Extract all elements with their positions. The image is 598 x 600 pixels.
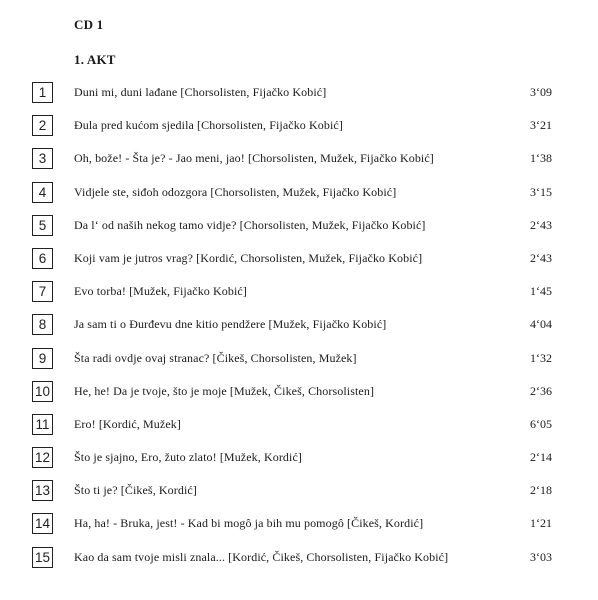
track-number: 6: [32, 248, 53, 269]
track-row: [0, 148, 598, 181]
track-title: He, he! Da je tvoje, što je moje [Mužek, Čikeš, Chorsolisten]: [74, 383, 375, 398]
track-title: Vidjele ste, siđoh odozgora [Chorsolisten, Mužek, Fijačko Kobić]: [74, 184, 397, 199]
track-row: [0, 248, 598, 281]
track-number: 5: [32, 215, 53, 236]
track-title: Što ti je? [Čikeš, Kordić]: [74, 483, 197, 498]
track-row: [0, 547, 598, 580]
track-number: 7: [32, 281, 53, 302]
track-title: Ero! [Kordić, Mužek]: [74, 416, 181, 431]
track-title: Duni mi, duni lađane [Chorsolisten, Fijačko Kobić]: [74, 85, 327, 99]
track-list: [0, 82, 598, 580]
track-number: 10: [32, 381, 53, 402]
track-duration: 1‘38: [530, 151, 552, 166]
track-number: 12: [32, 447, 53, 468]
track-title: Đula pred kućom sjedila [Chorsolisten, Fijačko Kobić]: [74, 118, 343, 133]
track-duration: 3‘03: [530, 549, 552, 564]
track-row: [0, 215, 598, 248]
track-duration: 3‘09: [530, 85, 552, 99]
cd-heading: CD 1: [74, 17, 104, 32]
track-row: [0, 281, 598, 314]
track-title: Oh, bože! - Šta je? - Jao meni, jao! [Chorsolisten, Mužek, Fijačko Kobić]: [74, 151, 434, 166]
track-row: [0, 381, 598, 414]
track-duration: 2‘14: [530, 450, 552, 465]
act-heading: 1. AKT: [74, 52, 116, 67]
track-number: 8: [32, 314, 53, 335]
track-duration: 3‘15: [530, 184, 552, 199]
track-title: Evo torba! [Mužek, Fijačko Kobić]: [74, 284, 247, 299]
track-number: 4: [32, 182, 53, 203]
track-title: Ja sam ti o Đurđevu dne kitio pendžere [Mužek, Fijačko Kobić]: [74, 317, 387, 332]
track-title: Kao da sam tvoje misli znala... [Kordić, Čikeš, Chorsolisten, Fijačko Kobić]: [74, 549, 449, 564]
track-duration: 1‘45: [530, 284, 552, 299]
track-duration: 2‘43: [530, 250, 552, 265]
track-duration: 1‘21: [530, 516, 552, 531]
track-number: 9: [32, 348, 53, 369]
track-number: 11: [32, 414, 53, 435]
track-title: Što je sjajno, Ero, žuto zlato! [Mužek, Kordić]: [74, 450, 302, 465]
track-number: 14: [32, 513, 53, 534]
track-row: [0, 82, 598, 115]
track-number: 15: [32, 547, 53, 568]
track-title: Koji vam je jutros vrag? [Kordić, Chorsolisten, Mužek, Fijačko Kobić]: [74, 250, 423, 265]
track-duration: 2‘18: [530, 483, 552, 498]
track-row: [0, 348, 598, 381]
track-duration: 6‘05: [530, 416, 552, 431]
track-duration: 2‘43: [530, 217, 552, 232]
track-row: [0, 414, 598, 447]
track-number: 3: [32, 148, 53, 169]
track-row: [0, 314, 598, 347]
track-title: Ha, ha! - Bruka, jest! - Kad bi mogô ja bih mu pomogô [Čikeš, Kordić]: [74, 516, 424, 531]
track-title: Da l‘ od naših nekog tamo vidje? [Chorsolisten, Mužek, Fijačko Kobić]: [74, 217, 426, 232]
track-row: [0, 115, 598, 148]
track-number: 13: [32, 480, 53, 501]
track-number: 2: [32, 115, 53, 136]
track-row: [0, 480, 598, 513]
track-title: Šta radi ovdje ovaj stranac? [Čikeš, Chorsolisten, Mužek]: [74, 350, 357, 365]
track-row: [0, 513, 598, 546]
track-duration: 4‘04: [530, 317, 552, 332]
track-duration: 1‘32: [530, 350, 552, 365]
track-number: 1: [32, 82, 53, 103]
track-duration: 3‘21: [530, 118, 552, 133]
track-row: [0, 447, 598, 480]
track-duration: 2‘36: [530, 383, 552, 398]
track-row: [0, 182, 598, 215]
